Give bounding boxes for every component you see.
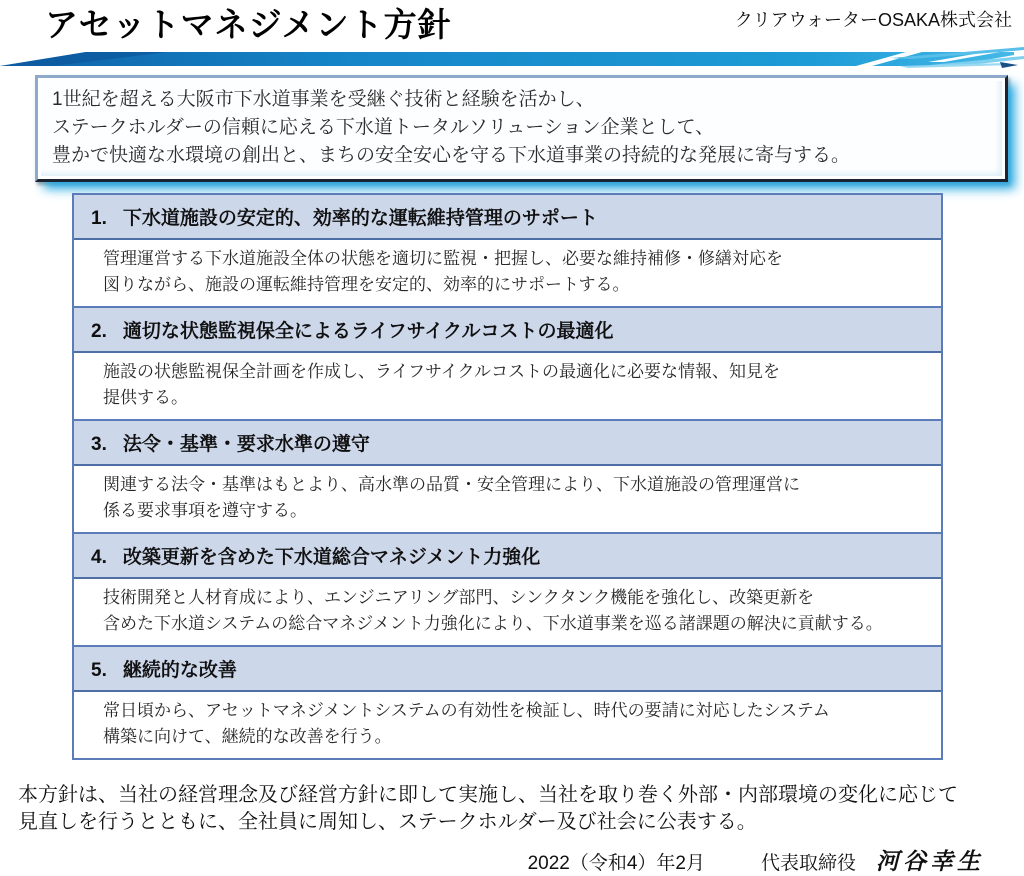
policy-2-body-line: 提供する。 <box>103 387 188 407</box>
policy-1-body <box>74 240 941 308</box>
policy-section-3 <box>74 421 941 534</box>
policy-5-body-line: 構築に向けて、継続的な改善を行う。 <box>103 726 392 746</box>
policy-2-number: 2. <box>91 321 107 343</box>
policy-4-number: 4. <box>91 547 107 569</box>
policy-3-title: 法令・基準・要求水準の遵守 <box>122 434 370 456</box>
mission-line: 豊かで快適な水環境の創出と、まちの安全安心を守る下水道事業の持続的な発展に寄与する。 <box>52 145 851 167</box>
company-name: クリアウォーターOSAKA株式会社 <box>734 10 1012 30</box>
signer-role: 代表取締役 <box>760 853 856 875</box>
signer-signature: 河谷幸生 <box>876 848 984 876</box>
policy-3-body-line: 関連する法令・基準はもとより、高水準の品質・安全管理により、下水道施設の管理運営に <box>103 475 800 495</box>
policy-1-header <box>74 195 941 240</box>
policy-section-4 <box>74 534 941 647</box>
closing-note <box>18 782 1010 836</box>
closing-note-line: 本方針は、当社の経営理念及び経営方針に即して実施し、当社を取り巻く外部・内部環境の変化に応じて <box>18 784 958 807</box>
policy-5-title: 継続的な改善 <box>122 660 237 682</box>
policy-2-header <box>74 308 941 353</box>
mission-line: ステークホルダーの信頼に応える下水道トータルソリューション企業として、 <box>52 117 715 139</box>
policy-section-2 <box>74 308 941 421</box>
closing-note-line: 見直しを行うとともに、全社員に周知し、ステークホルダー及び社会に公表する。 <box>18 811 757 834</box>
policy-3-header <box>74 421 941 466</box>
policy-4-header <box>74 534 941 579</box>
policy-1-body-line: 図りながら、施設の運転維持管理を安定的、効率的にサポートする。 <box>103 274 630 294</box>
policy-1-body-line: 管理運営する下水道施設全体の状態を適切に監視・把握し、必要な維持補修・修繕対応を <box>103 249 783 269</box>
publication-date: 2022（令和4）年2月 <box>527 853 705 875</box>
policy-4-body-line: 含めた下水道システムの総合マネジメント力強化により、下水道事業を巡る諸課題の解決に貢献する。 <box>103 613 883 633</box>
policy-section-5 <box>74 647 941 758</box>
header <box>0 0 1024 45</box>
policy-4-title: 改築更新を含めた下水道総合マネジメント力強化 <box>122 547 541 569</box>
mission-line: 1世紀を超える大阪市下水道事業を受継ぐ技術と経験を活かし、 <box>52 89 595 111</box>
policy-5-body <box>74 692 941 758</box>
policy-section-1 <box>74 195 941 308</box>
page-title: アセットマネジメント方針 <box>45 6 452 43</box>
swoosh-divider-graphic <box>0 46 1024 72</box>
policy-1-title: 下水道施設の安定的、効率的な運転維持管理のサポート <box>122 208 598 230</box>
mission-statement-box <box>35 75 1008 182</box>
policy-2-body <box>74 353 941 421</box>
signature-row <box>0 843 984 876</box>
policy-table <box>72 193 943 760</box>
policy-1-number: 1. <box>91 208 107 230</box>
policy-5-body-line: 常日頃から、アセットマネジメントシステムの有効性を検証し、時代の要請に対応したシステム <box>103 701 830 721</box>
policy-4-body <box>74 579 941 647</box>
policy-4-body-line: 技術開発と人材育成により、エンジニアリング部門、シンクタンク機能を強化し、改築更新を <box>103 588 815 608</box>
policy-2-body-line: 施設の状態監視保全計画を作成し、ライフサイクルコストの最適化に必要な情報、知見を <box>103 362 780 382</box>
policy-5-header <box>74 647 941 692</box>
policy-3-body <box>74 466 941 534</box>
policy-3-body-line: 係る要求事項を遵守する。 <box>103 500 307 520</box>
policy-5-number: 5. <box>91 660 107 682</box>
policy-3-number: 3. <box>91 434 107 456</box>
policy-2-title: 適切な状態監視保全によるライフサイクルコストの最適化 <box>122 321 614 343</box>
